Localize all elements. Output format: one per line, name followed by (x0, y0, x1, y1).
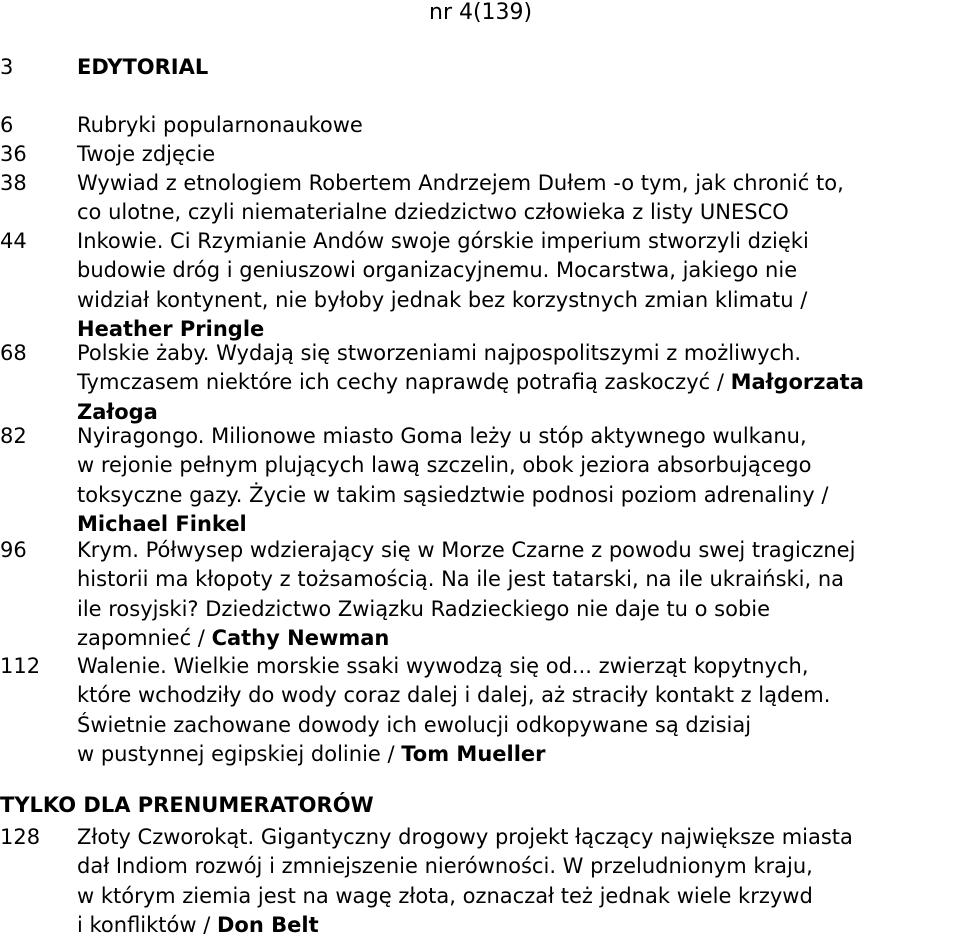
entry-line: Rubryki popularnonaukowe (77, 113, 363, 137)
page-number: 128 (0, 825, 41, 849)
entry-line: toksyczne gazy. Życie w takim sąsiedztwie podnosi poziom adrenaliny / (77, 482, 829, 507)
entry-line: w pustynnej egipskiej dolinie / (77, 742, 402, 767)
entry-line: dał Indiom rozwój i zmniejszenie nierówności. W przeludnionym kraju, (77, 854, 813, 879)
entry-line: zapomnieć / (77, 626, 212, 651)
entry-line: które wchodziły do wody coraz dalej i dalej, aż straciły kontakt z lądem. (77, 683, 831, 708)
entry-line: Krym. Półwysep wdzierający się w Morze Czarne z powodu swej tragicznej (77, 538, 856, 562)
entry-line: w którym ziemia jest na wagę złota, oznaczał też jednak wiele krzywd (77, 883, 813, 908)
author-name: Małgorzata (730, 370, 864, 395)
entry-text (77, 339, 960, 427)
author-name: Cathy Newman (211, 626, 390, 651)
entry-text (77, 111, 960, 140)
entry-line: Złoty Czworokąt. Gigantyczny drogowy projekt łączący największe miasta (77, 825, 853, 849)
entry-line: historii ma kłopoty z tożsamością. Na ile jest tatarski, na ile ukraiński, na (77, 567, 845, 592)
entry-line: Inkowie. Ci Rzymianie Andów swoje górskie imperium stworzyli dzięki (77, 229, 809, 253)
entry-text (77, 140, 960, 169)
entry-line: Twoje zdjęcie (77, 142, 216, 166)
subscribers-heading: TYLKO DLA PRENUMERATORÓW (0, 793, 374, 817)
author-name-continued: Załoga (77, 399, 158, 424)
page-number: 3 (0, 55, 14, 79)
entry-line: widział kontynent, nie byłoby jednak bez korzystnych zmian klimatu / (77, 287, 808, 312)
page-number: 82 (0, 424, 27, 448)
entry-text (77, 169, 960, 228)
entry-line: Tymczasem niektóre ich cechy naprawdę potrafią zaskoczyć / (77, 370, 731, 395)
entry-text (77, 536, 960, 654)
issue-number: nr 4(139) (429, 0, 533, 25)
page-number: 96 (0, 538, 27, 562)
entry-line: Walenie. Wielkie morskie ssaki wywodzą się od... zwierząt kopytnych, (77, 654, 809, 678)
section-title: EDYTORIAL (77, 55, 209, 79)
entry-line: Wywiad z etnologiem Robertem Andrzejem Dułem -o tym, jak chronić to, (77, 171, 844, 195)
entry-text (77, 823, 960, 941)
author-name: Heather Pringle (77, 317, 265, 342)
entry-line: Polskie żaby. Wydają się stworzeniami najpospolitszymi z możliwych. (77, 341, 802, 365)
author-name: Don Belt (217, 913, 319, 938)
page-number: 44 (0, 229, 27, 253)
author-name: Michael Finkel (77, 512, 247, 537)
entry-line: budowie dróg i geniuszowi organizacyjnemu. Mocarstwa, jakiego nie (77, 258, 798, 283)
author-name: Tom Mueller (401, 742, 546, 767)
entry-text (77, 422, 960, 540)
page-number: 112 (0, 654, 41, 678)
entry-line: Świetnie zachowane dowody ich ewolucji odkopywane są dzisiaj (77, 712, 752, 737)
page-number: 36 (0, 142, 27, 166)
entry-text (77, 652, 960, 770)
page-number: 68 (0, 341, 27, 365)
entry-line: Nyiragongo. Milionowe miasto Goma leży u stóp aktywnego wulkanu, (77, 424, 807, 448)
page-number: 6 (0, 113, 14, 137)
entry-line: w rejonie pełnym plujących lawą szczelin, obok jeziora absorbującego (77, 453, 812, 478)
entry-text (77, 227, 960, 345)
entry-line: i konfliktów / (77, 913, 217, 938)
page-number: 38 (0, 171, 27, 195)
entry-line: co ulotne, czyli niematerialne dziedzictwo człowieka z listy UNESCO (77, 200, 789, 225)
entry-line: ile rosyjski? Dziedzictwo Związku Radzieckiego nie daje tu o sobie (77, 596, 771, 621)
